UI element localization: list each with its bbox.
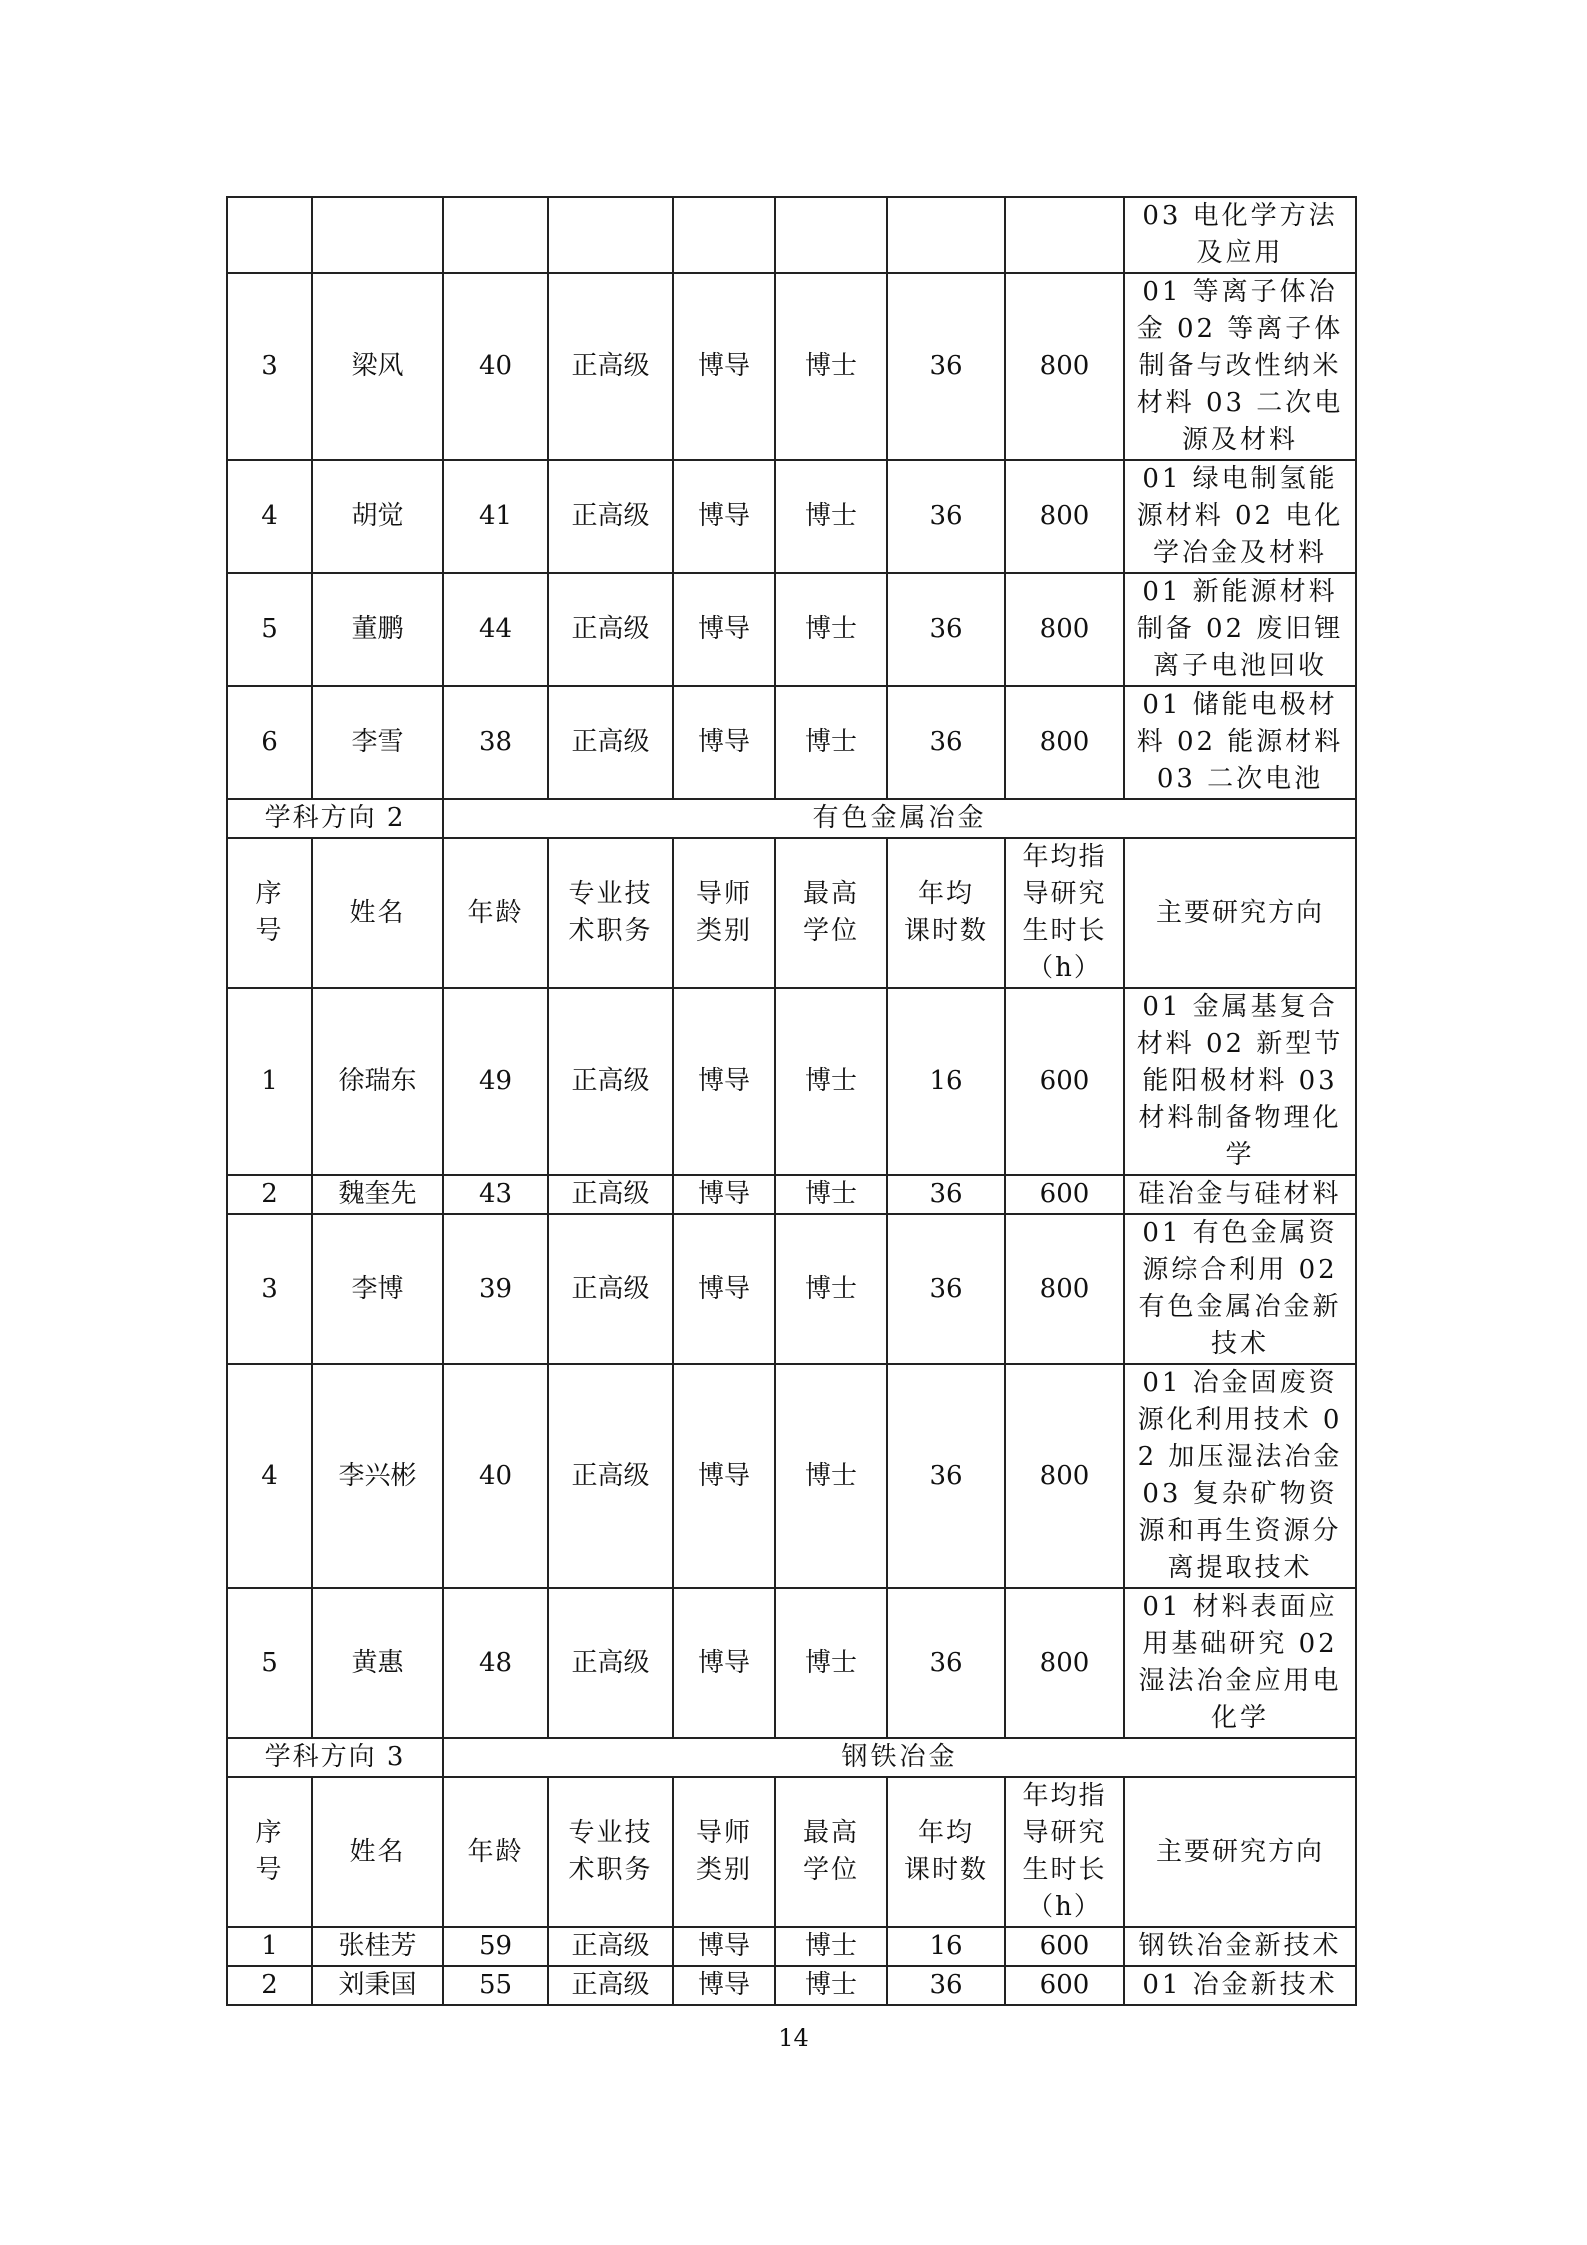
cell-research-direction: 01 有色金属资源综合利用 02 有色金属冶金新技术: [1124, 1214, 1356, 1364]
header-cell-supervisor-type: 导师 类别: [673, 838, 775, 988]
header-cell-teaching-hours: 年均 课时数: [887, 838, 1005, 988]
cell-supervisor-type: 博导: [673, 273, 775, 460]
cell-age: 49: [443, 988, 548, 1175]
header-cell-teaching-hours: 年均 课时数: [887, 1777, 1005, 1927]
cell-degree: 博士: [775, 1588, 887, 1738]
page-number: 14: [778, 2024, 809, 2052]
header-cell-name: 姓名: [312, 838, 443, 988]
header-cell-supervisor-type: 导师 类别: [673, 1777, 775, 1927]
cell-guidance-hours: 600: [1005, 988, 1124, 1175]
cell-name: [312, 197, 443, 273]
cell-age: [443, 197, 548, 273]
cell-research-direction: 01 冶金固废资源化利用技术 02 加压湿法冶金 03 复杂矿物资源和再生资源分离提取技术: [1124, 1364, 1356, 1588]
section-label: 学科方向 2: [227, 799, 443, 838]
cell-title: [548, 197, 673, 273]
cell-title: 正高级: [548, 1214, 673, 1364]
cell-teaching-hours: 36: [887, 1966, 1005, 2005]
cell-age: 44: [443, 573, 548, 686]
header-cell-guidance-hours: 年均指 导研究 生时长 （h）: [1005, 838, 1124, 988]
cell-supervisor-type: [673, 197, 775, 273]
cell-age: 48: [443, 1588, 548, 1738]
cell-title: 正高级: [548, 988, 673, 1175]
header-cell-index: 序 号: [227, 838, 312, 988]
cell-name: 魏奎先: [312, 1175, 443, 1214]
cell-supervisor-type: 博导: [673, 1927, 775, 1966]
cell-degree: 博士: [775, 1364, 887, 1588]
cell-age: 43: [443, 1175, 548, 1214]
cell-supervisor-type: 博导: [673, 1966, 775, 2005]
cell-age: 39: [443, 1214, 548, 1364]
cell-title: 正高级: [548, 1364, 673, 1588]
table-row: [227, 197, 1356, 273]
section-row: [227, 1738, 1356, 1777]
cell-index: 4: [227, 1364, 312, 1588]
header-cell-title: 专业技 术职务: [548, 1777, 673, 1927]
cell-title: 正高级: [548, 1175, 673, 1214]
header-row: [227, 1777, 1356, 1927]
cell-degree: 博士: [775, 460, 887, 573]
header-cell-age: 年龄: [443, 1777, 548, 1927]
cell-degree: 博士: [775, 988, 887, 1175]
cell-name: 黄惠: [312, 1588, 443, 1738]
cell-degree: 博士: [775, 1214, 887, 1364]
cell-research-direction: 03 电化学方法 及应用: [1124, 197, 1356, 273]
cell-name: 徐瑞东: [312, 988, 443, 1175]
cell-guidance-hours: 800: [1005, 1588, 1124, 1738]
table-row: [227, 460, 1356, 573]
cell-guidance-hours: 800: [1005, 1364, 1124, 1588]
cell-title: 正高级: [548, 573, 673, 686]
cell-index: 2: [227, 1175, 312, 1214]
cell-teaching-hours: [887, 197, 1005, 273]
header-cell-degree: 最高 学位: [775, 838, 887, 988]
cell-age: 40: [443, 273, 548, 460]
cell-teaching-hours: 36: [887, 1214, 1005, 1364]
header-cell-name: 姓名: [312, 1777, 443, 1927]
table-row: [227, 1214, 1356, 1364]
cell-name: 刘秉国: [312, 1966, 443, 2005]
cell-title: 正高级: [548, 1588, 673, 1738]
cell-index: 3: [227, 1214, 312, 1364]
section-name: 钢铁冶金: [443, 1738, 1356, 1777]
cell-teaching-hours: 36: [887, 460, 1005, 573]
table-row: [227, 1966, 1356, 2005]
table-row: [227, 273, 1356, 460]
header-cell-age: 年龄: [443, 838, 548, 988]
cell-name: 李博: [312, 1214, 443, 1364]
cell-guidance-hours: 600: [1005, 1927, 1124, 1966]
cell-name: 李兴彬: [312, 1364, 443, 1588]
cell-supervisor-type: 博导: [673, 988, 775, 1175]
cell-teaching-hours: 16: [887, 988, 1005, 1175]
cell-title: 正高级: [548, 1927, 673, 1966]
cell-age: 38: [443, 686, 548, 799]
cell-title: 正高级: [548, 1966, 673, 2005]
section-row: [227, 799, 1356, 838]
cell-guidance-hours: 600: [1005, 1175, 1124, 1214]
cell-guidance-hours: [1005, 197, 1124, 273]
header-cell-research-direction: 主要研究方向: [1124, 1777, 1356, 1927]
cell-supervisor-type: 博导: [673, 1214, 775, 1364]
cell-title: 正高级: [548, 460, 673, 573]
cell-index: 4: [227, 460, 312, 573]
cell-age: 55: [443, 1966, 548, 2005]
cell-degree: 博士: [775, 1927, 887, 1966]
cell-guidance-hours: 800: [1005, 573, 1124, 686]
header-cell-degree: 最高 学位: [775, 1777, 887, 1927]
cell-teaching-hours: 36: [887, 273, 1005, 460]
table-row: [227, 1588, 1356, 1738]
cell-supervisor-type: 博导: [673, 460, 775, 573]
table-row: [227, 1364, 1356, 1588]
cell-name: 李雪: [312, 686, 443, 799]
cell-degree: 博士: [775, 1966, 887, 2005]
cell-supervisor-type: 博导: [673, 1364, 775, 1588]
cell-teaching-hours: 36: [887, 1175, 1005, 1214]
table-row: [227, 1175, 1356, 1214]
cell-degree: 博士: [775, 686, 887, 799]
cell-index: 5: [227, 573, 312, 686]
cell-supervisor-type: 博导: [673, 573, 775, 686]
cell-name: 张桂芳: [312, 1927, 443, 1966]
section-name: 有色金属冶金: [443, 799, 1356, 838]
section-label: 学科方向 3: [227, 1738, 443, 1777]
cell-degree: 博士: [775, 1175, 887, 1214]
cell-research-direction: 01 冶金新技术: [1124, 1966, 1356, 2005]
cell-supervisor-type: 博导: [673, 1175, 775, 1214]
header-cell-title: 专业技 术职务: [548, 838, 673, 988]
header-row: [227, 838, 1356, 988]
cell-research-direction: 01 材料表面应用基础研究 02 湿法冶金应用电化学: [1124, 1588, 1356, 1738]
cell-guidance-hours: 600: [1005, 1966, 1124, 2005]
cell-index: 3: [227, 273, 312, 460]
table-row: [227, 573, 1356, 686]
table-row: [227, 686, 1356, 799]
cell-research-direction: 01 金属基复合材料 02 新型节能阳极材料 03 材料制备物理化学: [1124, 988, 1356, 1175]
header-cell-index: 序 号: [227, 1777, 312, 1927]
cell-supervisor-type: 博导: [673, 686, 775, 799]
cell-guidance-hours: 800: [1005, 686, 1124, 799]
cell-index: [227, 197, 312, 273]
header-cell-guidance-hours: 年均指 导研究 生时长 （h）: [1005, 1777, 1124, 1927]
faculty-table: [226, 196, 1357, 2006]
cell-name: 梁风: [312, 273, 443, 460]
cell-teaching-hours: 16: [887, 1927, 1005, 1966]
cell-age: 59: [443, 1927, 548, 1966]
cell-index: 6: [227, 686, 312, 799]
cell-research-direction: 钢铁冶金新技术: [1124, 1927, 1356, 1966]
cell-name: 董鹏: [312, 573, 443, 686]
cell-guidance-hours: 800: [1005, 273, 1124, 460]
cell-research-direction: 01 新能源材料制备 02 废旧锂离子电池回收: [1124, 573, 1356, 686]
cell-age: 41: [443, 460, 548, 573]
cell-index: 1: [227, 1927, 312, 1966]
header-cell-research-direction: 主要研究方向: [1124, 838, 1356, 988]
cell-teaching-hours: 36: [887, 573, 1005, 686]
cell-teaching-hours: 36: [887, 1364, 1005, 1588]
cell-research-direction: 01 等离子体冶金 02 等离子体制备与改性纳米材料 03 二次电源及材料: [1124, 273, 1356, 460]
cell-title: 正高级: [548, 273, 673, 460]
cell-title: 正高级: [548, 686, 673, 799]
cell-index: 1: [227, 988, 312, 1175]
cell-guidance-hours: 800: [1005, 1214, 1124, 1364]
cell-guidance-hours: 800: [1005, 460, 1124, 573]
cell-research-direction: 01 绿电制氢能源材料 02 电化学冶金及材料: [1124, 460, 1356, 573]
cell-degree: 博士: [775, 273, 887, 460]
cell-age: 40: [443, 1364, 548, 1588]
cell-research-direction: 硅冶金与硅材料: [1124, 1175, 1356, 1214]
cell-index: 2: [227, 1966, 312, 2005]
cell-teaching-hours: 36: [887, 1588, 1005, 1738]
cell-supervisor-type: 博导: [673, 1588, 775, 1738]
cell-degree: 博士: [775, 573, 887, 686]
cell-index: 5: [227, 1588, 312, 1738]
table-row: [227, 988, 1356, 1175]
cell-degree: [775, 197, 887, 273]
cell-teaching-hours: 36: [887, 686, 1005, 799]
table-row: [227, 1927, 1356, 1966]
cell-research-direction: 01 储能电极材料 02 能源材料 03 二次电池: [1124, 686, 1356, 799]
cell-name: 胡觉: [312, 460, 443, 573]
